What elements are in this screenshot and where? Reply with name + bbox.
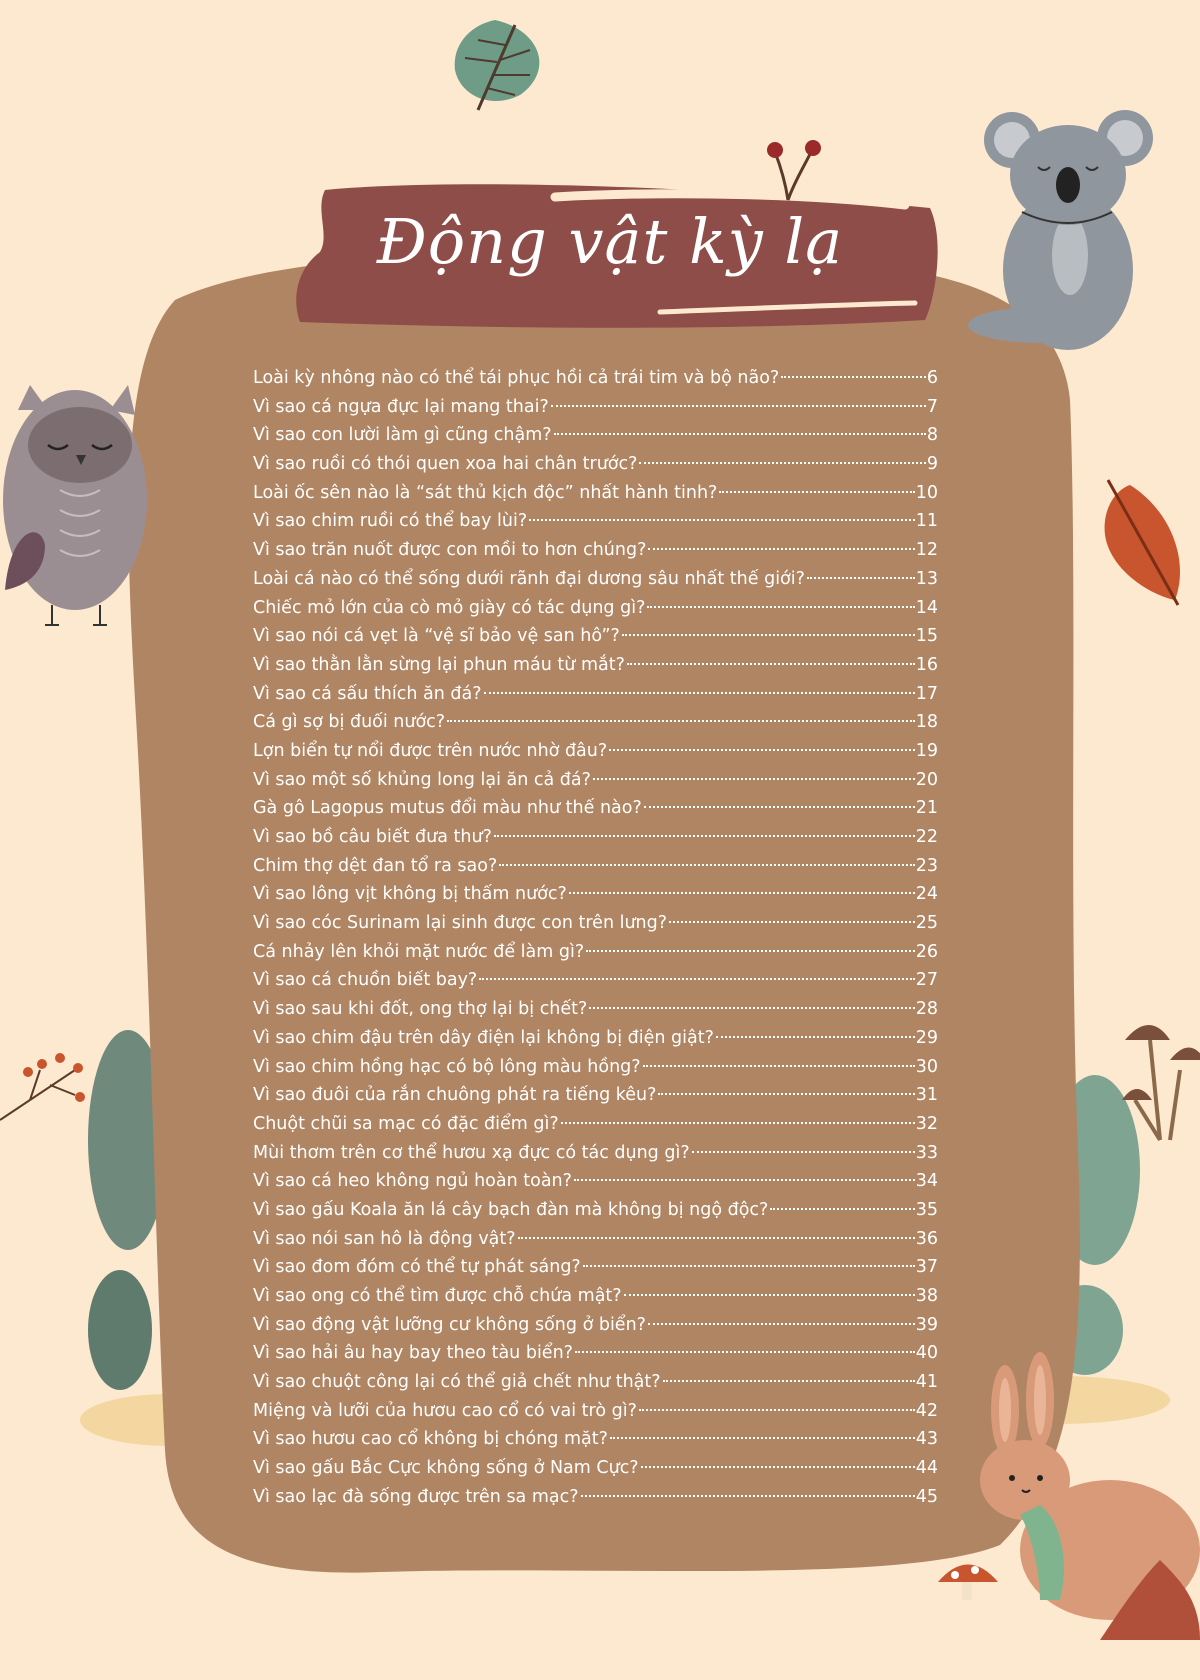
toc-leader-dots [641, 1466, 915, 1468]
berries-icon [0, 1053, 85, 1120]
toc-page-number: 9 [926, 454, 938, 475]
toc-page-number: 24 [915, 884, 938, 905]
toc-question: Cá gì sợ bị đuối nước? [253, 712, 446, 733]
toc-question: Vì sao nói cá vẹt là “vệ sĩ bảo vệ san hô”? [253, 626, 620, 647]
toc-page-number: 23 [915, 855, 938, 876]
toc-entry[interactable] [253, 1454, 938, 1483]
toc-question: Gà gô Lagopus mutus đổi màu như thế nào? [253, 798, 642, 819]
toc-leader-dots [807, 577, 915, 579]
toc-entry[interactable] [253, 1339, 938, 1368]
toc-question: Vì sao thằn lằn sừng lại phun máu từ mắt? [253, 654, 625, 675]
toc-entry[interactable] [253, 794, 938, 823]
toc-page-number: 44 [915, 1458, 938, 1479]
toc-entry[interactable] [253, 1024, 938, 1053]
toc-question: Vì sao sau khi đốt, ong thợ lại bị chết? [253, 999, 588, 1020]
toc-leader-dots [589, 1007, 914, 1009]
toc-entry[interactable] [253, 1053, 938, 1082]
toc-page-number: 13 [915, 568, 938, 589]
toc-entry[interactable] [253, 507, 938, 536]
toc-entry[interactable] [253, 479, 938, 508]
toc-page-number: 32 [915, 1113, 938, 1134]
toc-entry[interactable] [253, 651, 938, 680]
toc-page-number: 38 [915, 1286, 938, 1306]
toc-entry[interactable] [253, 1253, 938, 1282]
toc-page-number: 14 [915, 597, 938, 618]
toc-entry[interactable] [253, 1397, 938, 1426]
toc-entry[interactable] [253, 823, 938, 852]
toc-leader-dots [770, 1208, 914, 1210]
toc-leader-dots [648, 548, 914, 550]
toc-page-number: 28 [915, 999, 938, 1020]
toc-entry[interactable] [253, 364, 938, 393]
toc-entry[interactable] [253, 1311, 938, 1340]
toc-question: Vì sao gấu Bắc Cực không sống ở Nam Cực? [253, 1458, 639, 1479]
toc-question: Loài cá nào có thể sống dưới rãnh đại dương sâu nhất thế giới? [253, 568, 805, 589]
toc-question: Vì sao động vật lưỡng cư không sống ở biển? [253, 1314, 646, 1335]
toc-page-number: 6 [926, 368, 938, 388]
toc-question: Loài ốc sên nào là “sát thủ kịch độc” nhất hành tinh? [253, 482, 718, 503]
toc-page-number: 45 [915, 1486, 938, 1507]
toc-leader-dots [484, 692, 915, 694]
toc-page-number: 35 [915, 1199, 938, 1220]
toc-entry[interactable] [253, 708, 938, 737]
toc-entry[interactable] [253, 622, 938, 651]
toc-page-number: 26 [915, 941, 938, 962]
toc-page-number: 36 [915, 1228, 938, 1249]
toc-page-number: 31 [915, 1085, 938, 1106]
toc-question: Vì sao chim hồng hạc có bộ lông màu hồng? [253, 1056, 641, 1077]
toc-leader-dots [663, 1380, 915, 1382]
leaf-icon [455, 20, 540, 110]
toc-entry[interactable] [253, 909, 938, 938]
toc-leader-dots [569, 892, 915, 894]
toc-leader-dots [554, 433, 926, 435]
toc-question: Miệng và lưỡi của hươu cao cổ có vai trò gì? [253, 1400, 637, 1421]
toc-question: Vì sao đuôi của rắn chuông phát ra tiếng kêu? [253, 1085, 657, 1106]
toc-page-number: 30 [915, 1056, 938, 1077]
koala-icon [968, 110, 1153, 350]
toc-leader-dots [639, 1409, 915, 1411]
toc-leader-dots [574, 1179, 915, 1181]
toc-entry[interactable] [253, 536, 938, 565]
toc-page-number: 27 [915, 970, 938, 991]
toc-leader-dots [647, 606, 914, 608]
toc-page-number: 21 [915, 798, 938, 819]
toc-leader-dots [624, 1294, 915, 1296]
toc-leader-dots [692, 1151, 915, 1153]
toc-page-number: 8 [926, 425, 938, 446]
toc-entry[interactable] [253, 938, 938, 967]
toc-page-number: 12 [915, 540, 938, 561]
toc-entry[interactable] [253, 1483, 938, 1512]
toc-entry[interactable] [253, 565, 938, 594]
table-of-contents [253, 364, 938, 1512]
toc-page-number: 10 [915, 482, 938, 503]
toc-entry[interactable] [253, 1282, 938, 1311]
toc-leader-dots [561, 1122, 915, 1124]
toc-leader-dots [643, 1065, 915, 1067]
berries-icon [767, 140, 821, 200]
toc-leader-dots [479, 978, 915, 980]
toc-page-number: 25 [915, 913, 938, 934]
toc-question: Vì sao chuột công lại có thể giả chết như thật? [253, 1372, 661, 1393]
toc-entry[interactable] [253, 421, 938, 450]
toc-page-number: 7 [926, 396, 938, 417]
toc-leader-dots [648, 1323, 915, 1325]
toc-page-number: 11 [915, 511, 938, 532]
toc-leader-dots [627, 663, 915, 665]
toc-page-number: 20 [915, 769, 938, 790]
toc-page-number: 29 [915, 1027, 938, 1048]
toc-question: Vì sao một số khủng long lại ăn cả đá? [253, 769, 591, 790]
toc-leader-dots [575, 1351, 915, 1353]
toc-page-number: 34 [915, 1171, 938, 1192]
toc-leader-dots [593, 778, 915, 780]
toc-question: Vì sao cá ngựa đực lại mang thai? [253, 396, 549, 417]
toc-question: Vì sao ong có thể tìm được chỗ chứa mật? [253, 1286, 622, 1306]
toc-question: Vì sao cá chuồn biết bay? [253, 970, 478, 991]
toc-entry[interactable] [253, 1368, 938, 1397]
toc-question: Vì sao hươu cao cổ không bị chóng mặt? [253, 1429, 608, 1450]
autumn-leaf-icon [1105, 480, 1180, 605]
toc-question: Vì sao cóc Surinam lại sinh được con trên lưng? [253, 913, 668, 934]
toc-leader-dots [551, 405, 926, 407]
toc-page-number: 43 [915, 1429, 938, 1450]
toc-page-number: 15 [915, 626, 938, 647]
toc-entry[interactable] [253, 852, 938, 881]
toc-entry[interactable] [253, 766, 938, 795]
toc-question: Chiếc mỏ lớn của cò mỏ giày có tác dụng gì? [253, 597, 646, 618]
toc-leader-dots [586, 950, 915, 952]
toc-leader-dots [658, 1093, 914, 1095]
toc-entry[interactable] [253, 1196, 938, 1225]
toc-question: Vì sao gấu Koala ăn lá cây bạch đàn mà không bị ngộ độc? [253, 1199, 769, 1220]
toc-entry[interactable] [253, 1081, 938, 1110]
toc-question: Vì sao cá heo không ngủ hoàn toàn? [253, 1171, 572, 1192]
toc-question: Chim thợ dệt đan tổ ra sao? [253, 855, 498, 876]
toc-page-number: 19 [915, 740, 938, 761]
toc-leader-dots [609, 749, 915, 751]
toc-leader-dots [494, 835, 915, 837]
toc-leader-dots [518, 1237, 915, 1239]
toc-leader-dots [639, 462, 925, 464]
toc-leader-dots [719, 491, 914, 493]
toc-leader-dots [669, 921, 915, 923]
toc-leader-dots [529, 519, 915, 521]
toc-entry[interactable] [253, 880, 938, 909]
toc-leader-dots [447, 720, 915, 722]
toc-leader-dots [622, 634, 915, 636]
toc-entry[interactable] [253, 1225, 938, 1254]
toc-entry[interactable] [253, 680, 938, 709]
toc-leader-dots [644, 806, 915, 808]
toc-entry[interactable] [253, 450, 938, 479]
toc-leader-dots [781, 376, 926, 378]
toc-question: Vì sao trăn nuốt được con mồi to hơn chúng? [253, 540, 647, 561]
toc-entry[interactable] [253, 995, 938, 1024]
toc-entry[interactable] [253, 737, 938, 766]
mushroom-icon [938, 1565, 998, 1601]
toc-leader-dots [499, 864, 914, 866]
toc-entry[interactable] [253, 594, 938, 623]
toc-page-number: 37 [915, 1257, 938, 1278]
toc-question: Vì sao bồ câu biết đưa thư? [253, 827, 492, 847]
toc-question: Cá nhảy lên khỏi mặt nước để làm gì? [253, 941, 585, 962]
toc-leader-dots [581, 1495, 915, 1497]
toc-question: Mùi thơm trên cơ thể hươu xạ đực có tác dụng gì? [253, 1142, 690, 1163]
toc-leader-dots [610, 1437, 915, 1439]
toc-question: Vì sao nói san hô là động vật? [253, 1228, 516, 1249]
toc-question: Vì sao con lười làm gì cũng chậm? [253, 425, 552, 446]
toc-question: Vì sao cá sấu thích ăn đá? [253, 683, 482, 704]
owl-icon [3, 385, 147, 625]
toc-page-number: 18 [915, 712, 938, 733]
toc-page-number: 16 [915, 654, 938, 675]
toc-question: Vì sao chim đậu trên dây điện lại không bị điện giật? [253, 1027, 714, 1048]
toc-entry[interactable] [253, 1425, 938, 1454]
toc-page-number: 40 [915, 1343, 938, 1364]
toc-question: Vì sao hải âu hay bay theo tàu biển? [253, 1343, 573, 1364]
toc-page-number: 22 [915, 827, 938, 847]
toc-question: Lợn biển tự nổi được trên nước nhờ đâu? [253, 740, 608, 761]
toc-question: Vì sao lông vịt không bị thấm nước? [253, 884, 567, 905]
toc-page-number: 33 [915, 1142, 938, 1163]
toc-entry[interactable] [253, 1139, 938, 1168]
toc-question: Loài kỳ nhông nào có thể tái phục hồi cả trái tim và bộ não? [253, 368, 780, 388]
toc-leader-dots [716, 1036, 915, 1038]
toc-entry[interactable] [253, 966, 938, 995]
toc-leader-dots [583, 1265, 915, 1267]
toc-question: Vì sao chim ruồi có thể bay lùi? [253, 511, 528, 532]
page-title: Động vật kỳ lạ [376, 205, 844, 278]
toc-question: Vì sao lạc đà sống được trên sa mạc? [253, 1486, 579, 1507]
toc-page-number: 39 [915, 1314, 938, 1335]
toc-question: Vì sao ruồi có thói quen xoa hai chân trước? [253, 454, 638, 475]
toc-question: Chuột chũi sa mạc có đặc điểm gì? [253, 1113, 559, 1134]
toc-entry[interactable] [253, 1167, 938, 1196]
toc-page-number: 17 [915, 683, 938, 704]
toc-question: Vì sao đom đóm có thể tự phát sáng? [253, 1257, 581, 1278]
toc-page-number: 41 [915, 1372, 938, 1393]
toc-entry[interactable] [253, 393, 938, 422]
toc-entry[interactable] [253, 1110, 938, 1139]
toc-page-number: 42 [915, 1400, 938, 1421]
